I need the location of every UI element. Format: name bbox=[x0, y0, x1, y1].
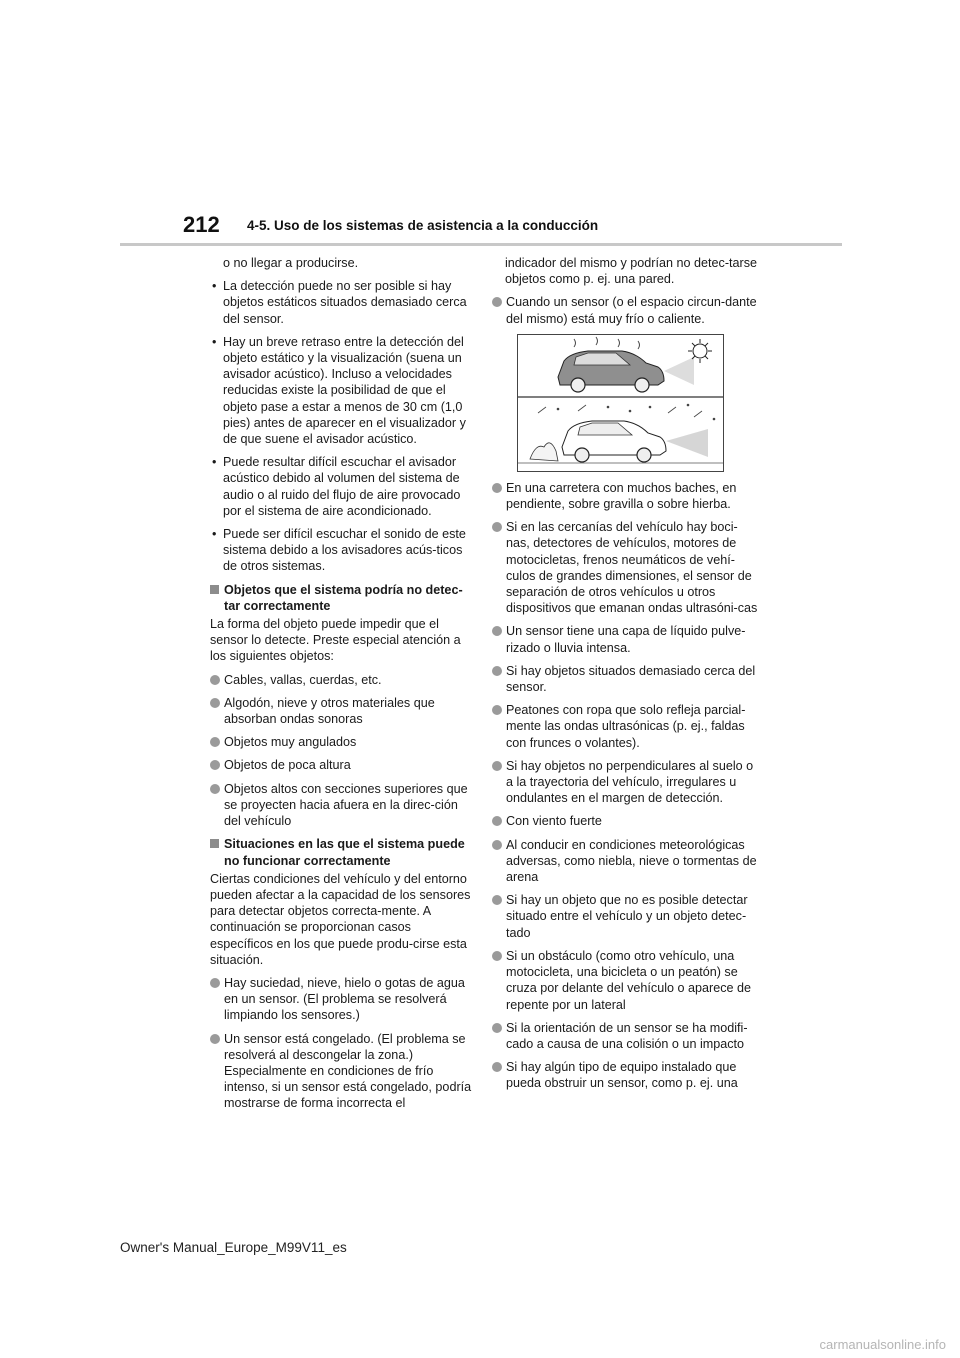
manual-name-footer: Owner's Manual_Europe_M99V11_es bbox=[120, 1240, 347, 1255]
circle-bullet-icon bbox=[492, 761, 502, 771]
page-number: 212 bbox=[183, 212, 220, 237]
illustration-svg bbox=[518, 335, 723, 471]
watermark-text: carmanualsonline.info bbox=[819, 1337, 946, 1352]
snowman-icon bbox=[530, 443, 558, 461]
wheel-icon bbox=[635, 378, 649, 392]
bullet-item: Si la orientación de un sensor se ha modifi-cado a causa de una colisión o un impacto bbox=[492, 1020, 758, 1052]
bullet-item: Hay suciedad, nieve, hielo o gotas de agua en un sensor. (El problema se resolverá limpiando los sensores.) bbox=[210, 975, 472, 1024]
header-divider bbox=[120, 243, 842, 246]
page-header bbox=[183, 212, 843, 252]
bullet-item: En una carretera con muchos baches, en pendiente, sobre gravilla o sobre hierba. bbox=[492, 480, 758, 512]
dash-item: • La detección puede no ser posible si hay objetos estáticos situados demasiado cerca del sensor. bbox=[212, 279, 467, 326]
square-bullet-icon bbox=[210, 839, 219, 848]
bullet-item: Si en las cercanías del vehículo hay boci-nas, detectores de vehículos, motores de motocicletas, frenos neumáticos de vehí-culos de grandes dimensiones, el sensor de separación de otros vehículos u otros dispositivos que emanan ondas ultrasóni-cas bbox=[492, 519, 758, 616]
bullet-item: Peatones con ropa que solo refleja parcial-mente las ondas ultrasónicas (p. ej., faldas con frunces o volantes). bbox=[492, 702, 758, 751]
sensor-wave-shape bbox=[664, 357, 694, 385]
bullet-item: Con viento fuerte bbox=[492, 813, 758, 829]
circle-bullet-icon bbox=[492, 297, 502, 307]
bullet-item: Si un obstáculo (como otro vehículo, una motocicleta, una bicicleta o un peatón) se cruza por delante del vehículo o aparece de repente por un lateral bbox=[492, 948, 758, 1013]
bullet-item: Objetos altos con secciones superiores que se proyecten hacia afuera en la direc-ción del vehículo bbox=[210, 781, 472, 830]
section-heading: Objetos que el sistema podría no detec-tar correctamente bbox=[210, 582, 472, 614]
dash-item: • Puede ser difícil escuchar el sonido de este sistema debido a los avisadores acús-ticos de otros sistemas. bbox=[212, 527, 466, 574]
circle-bullet-icon bbox=[210, 978, 220, 988]
snow-lines bbox=[538, 405, 702, 417]
circle-bullet-icon bbox=[492, 666, 502, 676]
square-bullet-icon bbox=[210, 585, 219, 594]
wheel-icon bbox=[637, 448, 651, 462]
bullet-item: Objetos muy angulados bbox=[210, 734, 472, 750]
circle-bullet-icon bbox=[492, 522, 502, 532]
continuation-text: o no llegar a producirse. bbox=[223, 256, 359, 270]
section-title: 4-5. Uso de los sistemas de asistencia a la conducción bbox=[247, 218, 599, 233]
circle-bullet-icon bbox=[492, 626, 502, 636]
bullet-item: Cuando un sensor (o el espacio circun-dante del mismo) está muy frío o caliente. bbox=[492, 294, 758, 326]
dash-item: • Hay un breve retraso entre la detección del objeto estático y la visualización (suena un avisador acústico). Incluso a velocidades reducidas existe la posibilidad de que el objeto pase a estar a menos de 30 cm (1,0 pies) antes de aparecer en el visualizador y de que suene el avisador acústico. bbox=[212, 334, 466, 447]
circle-bullet-icon bbox=[492, 816, 502, 826]
circle-bullet-icon bbox=[492, 895, 502, 905]
circle-bullet-icon bbox=[210, 675, 220, 685]
circle-bullet-icon bbox=[210, 1034, 220, 1044]
dash-item: • Puede resultar difícil escuchar el avisador acústico debido al volumen del sistema de audio o al ruido del flujo de aire provocado por el sistema de aire acondicionado. bbox=[212, 455, 461, 518]
wheel-icon bbox=[575, 448, 589, 462]
circle-bullet-icon bbox=[492, 1023, 502, 1033]
bullet-item: Un sensor está congelado. (El problema se resolverá al descongelar la zona.) Especialmente en condiciones de frío intenso, si un sensor está congelado, podría mostrarse de forma incorrecta el bbox=[210, 1031, 472, 1112]
bullet-item: Cables, vallas, cuerdas, etc. bbox=[210, 672, 472, 688]
continuation-text: indicador del mismo y podrían no detec-tarse objetos como p. ej. una pared. bbox=[505, 256, 758, 287]
circle-bullet-icon bbox=[492, 840, 502, 850]
wheel-icon bbox=[571, 378, 585, 392]
bullet-item: Si hay algún tipo de equipo instalado que pueda obstruir un sensor, como p. ej. una bbox=[492, 1059, 758, 1091]
circle-bullet-icon bbox=[492, 705, 502, 715]
bullet-item: Un sensor tiene una capa de líquido pulve-rizado o lluvia intensa. bbox=[492, 623, 758, 655]
paragraph: Ciertas condiciones del vehículo y del entorno pueden afectar a la capacidad de los sensores para detectar objetos correcta-mente. A continuación se proporcionan casos específicos en los que puede produ-cirse esta situación. bbox=[210, 871, 471, 967]
circle-bullet-icon bbox=[492, 1062, 502, 1072]
circle-bullet-icon bbox=[210, 760, 220, 770]
bullet-item: Si hay objetos situados demasiado cerca del sensor. bbox=[492, 663, 758, 695]
sun-icon bbox=[693, 344, 707, 358]
circle-bullet-icon bbox=[210, 698, 220, 708]
left-column bbox=[210, 255, 472, 1119]
section-heading: Situaciones en las que el sistema puede no funcionar correctamente bbox=[210, 836, 472, 868]
heat-lines bbox=[574, 337, 640, 349]
bullet-item: Si hay objetos no perpendiculares al suelo o a la trayectoria del vehículo, irregulares u ondulantes en el margen de detección. bbox=[492, 758, 758, 807]
snowflakes bbox=[557, 404, 716, 421]
circle-bullet-icon bbox=[210, 737, 220, 747]
bullet-item: Al conducir en condiciones meteorológicas adversas, como niebla, nieve o tormentas de arena bbox=[492, 837, 758, 886]
hot-cold-sensor-illustration bbox=[517, 334, 724, 472]
paragraph: La forma del objeto puede impedir que el sensor lo detecte. Preste especial atención a los siguientes objetos: bbox=[210, 617, 461, 664]
circle-bullet-icon bbox=[492, 483, 502, 493]
bullet-item: Objetos de poca altura bbox=[210, 757, 472, 773]
circle-bullet-icon bbox=[210, 784, 220, 794]
right-column bbox=[492, 255, 758, 1099]
bullet-item: Si hay un objeto que no es posible detectar situado entre el vehículo y un objeto detec-tado bbox=[492, 892, 758, 941]
bullet-item: Algodón, nieve y otros materiales que absorban ondas sonoras bbox=[210, 695, 472, 727]
sensor-wave-shape bbox=[666, 429, 708, 457]
circle-bullet-icon bbox=[492, 951, 502, 961]
